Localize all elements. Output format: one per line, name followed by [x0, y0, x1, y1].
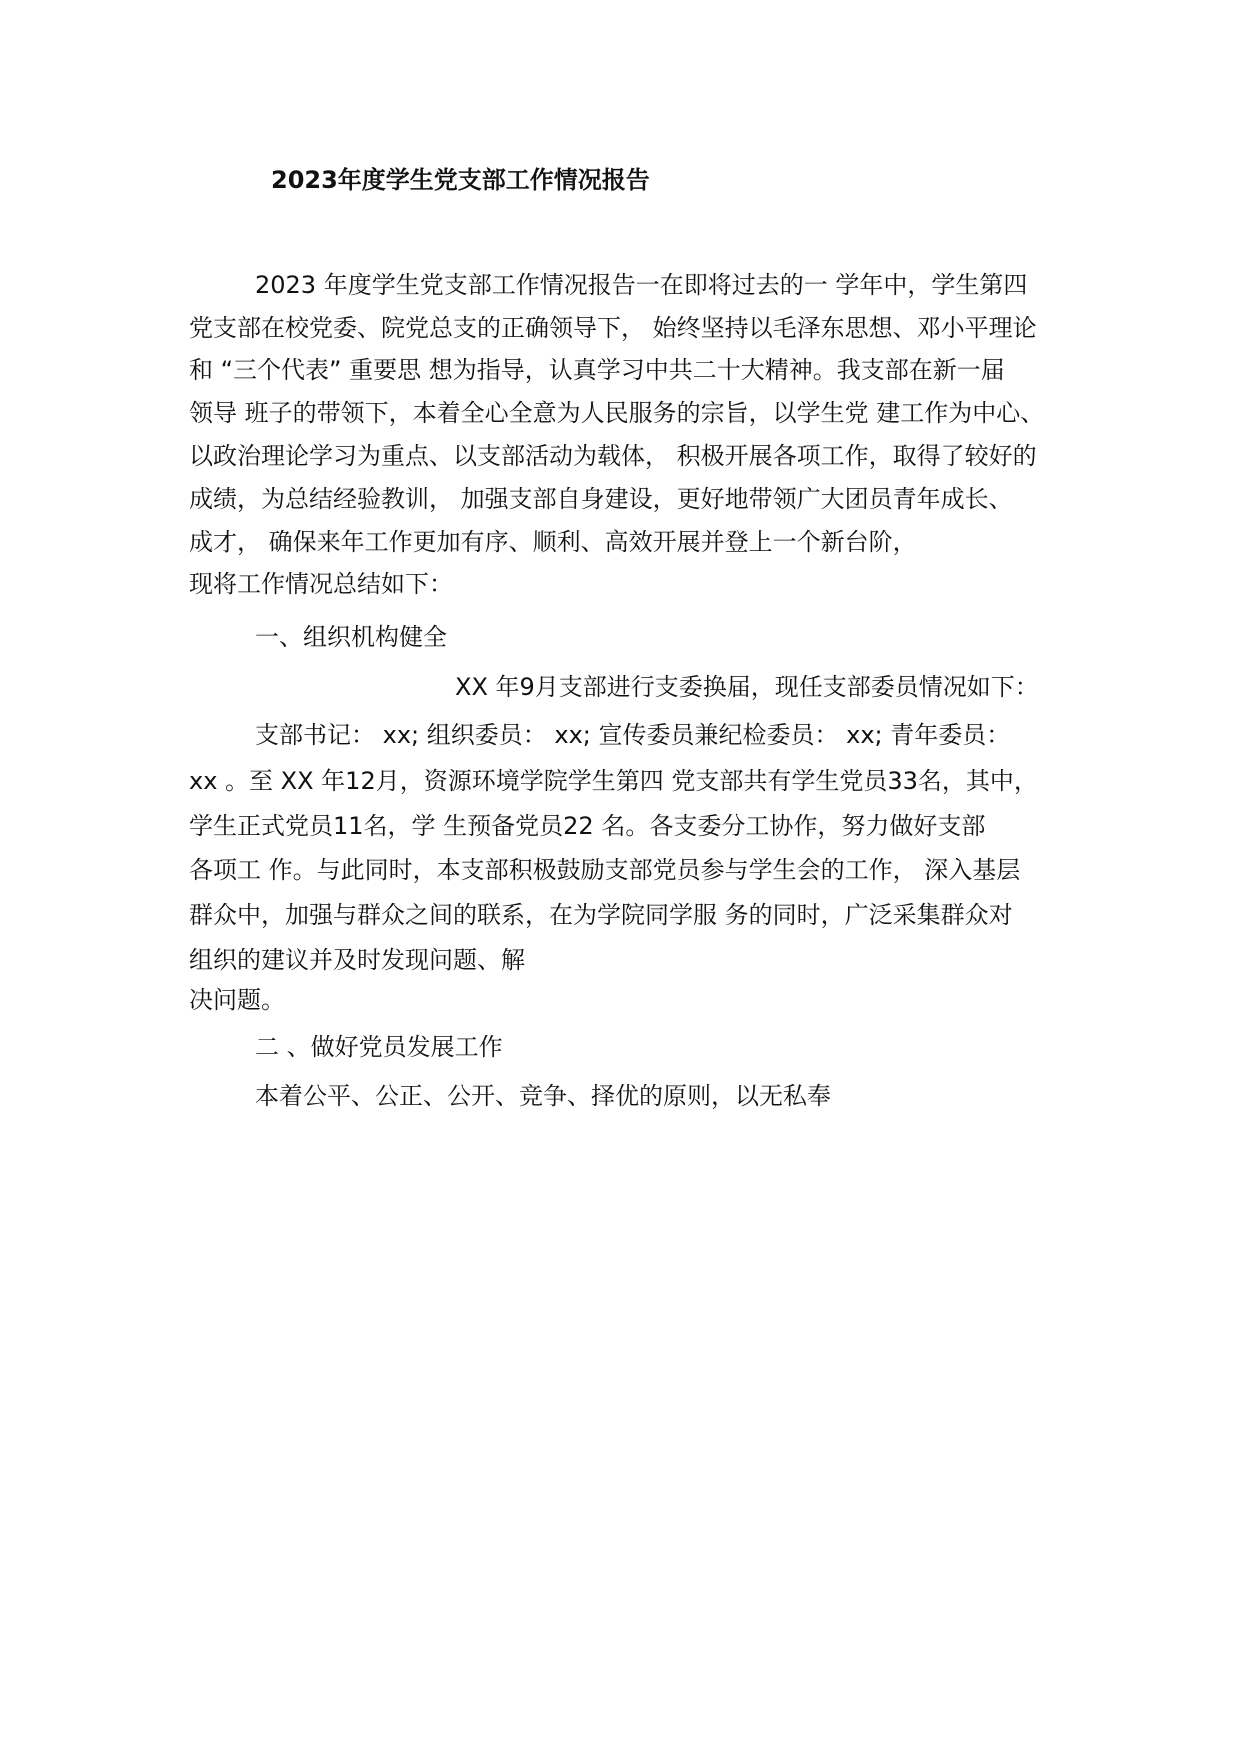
intro-line-3: 和 “三个代表” 重要思 想为指导，认真学习中共二十大精神。我支部在新一届 — [189, 356, 1005, 384]
section2-line-1: 本着公平、公正、公开、竞争、择优的原则，以无私奉 — [255, 1082, 831, 1110]
section1-line-4: 学生正式党员11名，学 生预备党员22 名。各支委分工协作，努力做好支部 — [189, 812, 986, 840]
section1-line-7: 组织的建议并及时发现问题、解 — [189, 946, 525, 974]
intro-line-8: 现将工作情况总结如下： — [189, 570, 453, 598]
intro-line-4: 领导 班子的带领下，本着全心全意为人民服务的宗旨，以学生党 建工作为中心、 — [189, 399, 1045, 427]
section1-line-6: 群众中，加强与群众之间的联系，在为学院同学服 务的同时，广泛采集群众对 — [189, 901, 1013, 929]
section1-line-2: 支部书记： xx; 组织委员： xx; 宣传委员兼纪检委员： xx; 青年委员： — [255, 721, 1011, 749]
intro-line-6: 成绩，为总结经验教训， 加强支部自身建设，更好地带领广大团员青年成长、 — [189, 485, 1013, 513]
intro-line-1: 2023 年度学生党支部工作情况报告一在即将过去的一 学年中，学生第四 — [255, 271, 1028, 299]
document-title: 2023年度学生党支部工作情况报告 — [271, 166, 650, 194]
section1-line-3: xx 。至 XX 年12月，资源环境学院学生第四 党支部共有学生党员33名，其中， — [189, 767, 1038, 795]
section1-line-8: 决问题。 — [189, 986, 285, 1014]
intro-line-7: 成才， 确保来年工作更加有序、顺利、高效开展并登上一个新台阶， — [189, 528, 917, 556]
section2-heading: 二 、做好党员发展工作 — [255, 1033, 503, 1061]
intro-line-5: 以政治理论学习为重点、以支部活动为载体， 积极开展各项工作，取得了较好的 — [189, 442, 1037, 470]
section1-line-5: 各项工 作。与此同时，本支部积极鼓励支部党员参与学生会的工作， 深入基层 — [189, 856, 1021, 884]
intro-line-2: 党支部在校党委、院党总支的正确领导下， 始终坚持以毛泽东思想、邓小平理论 — [189, 314, 1037, 342]
section1-line-1: XX 年9月支部进行支委换届，现任支部委员情况如下： — [455, 673, 1039, 701]
section1-heading: 一、组织机构健全 — [255, 623, 447, 651]
